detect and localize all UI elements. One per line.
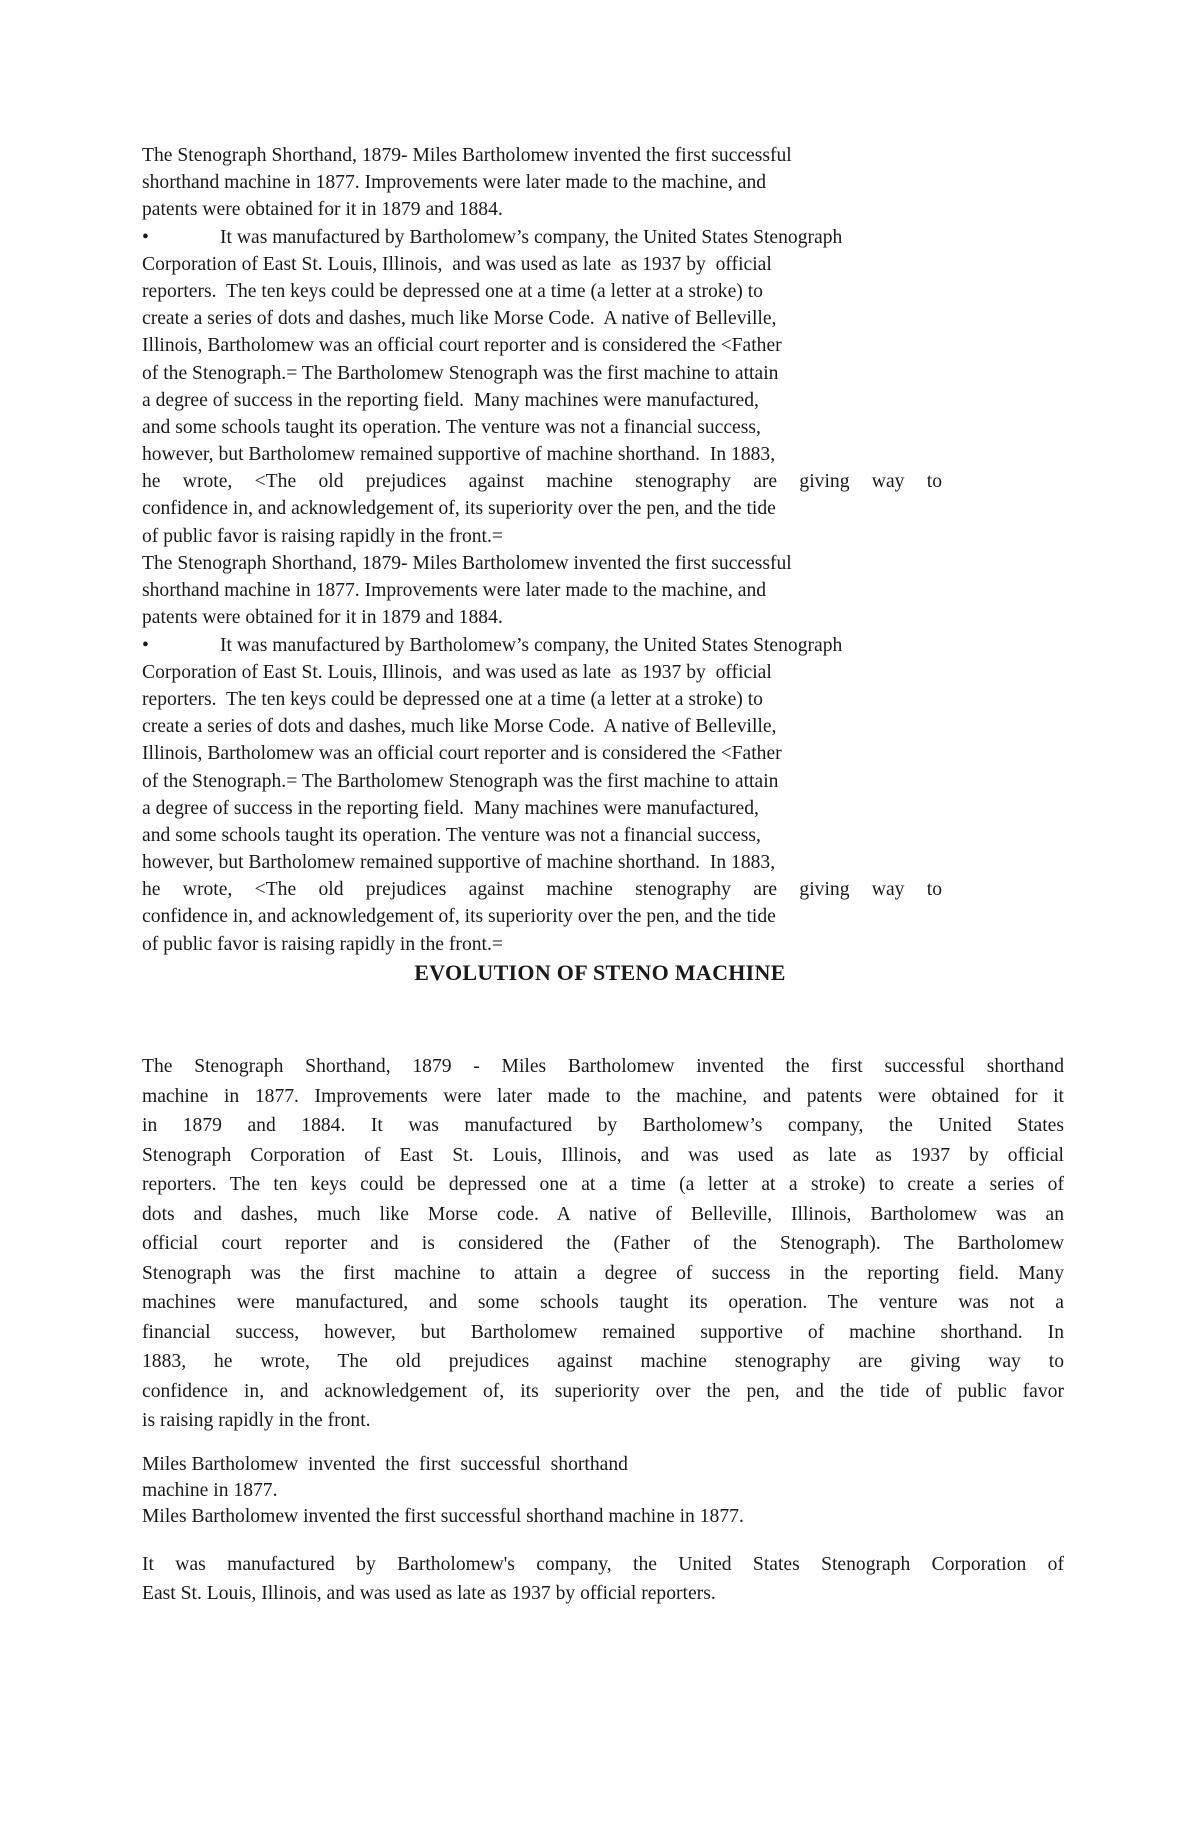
text-line: It was manufactured by Bartholomew's company, the United States Stenograph Corporation of: [142, 1554, 1064, 1575]
text-line: Corporation of East St. Louis, Illinois, and was used as late as 1937 by official: [142, 253, 772, 275]
text-line: reporters. The ten keys could be depressed one at a time (a letter at a stroke) to: [142, 280, 763, 302]
closing-paragraph: [142, 1550, 1064, 1608]
text-line: and some schools taught its operation. The venture was not a financial success,: [142, 824, 761, 846]
text-line: It was manufactured by Bartholomew’s company, the United States Stenograph: [220, 226, 843, 248]
text-line: however, but Bartholomew remained supportive of machine shorthand. In 1883,: [142, 444, 776, 466]
text-line: a degree of success in the reporting field. Many machines were manufactured,: [142, 389, 759, 411]
text-block-2: [142, 550, 992, 958]
text-line: machines were manufactured, and some schools taught its operation. The venture was not a: [142, 1292, 1064, 1313]
text-block-1: [142, 142, 992, 550]
text-line: Miles Bartholomew invented the first successful shorthand: [142, 1454, 628, 1475]
bullet-line: [142, 632, 992, 659]
text-line: create a series of dots and dashes, much like Morse Code. A native of Belleville,: [142, 716, 777, 738]
text-line: The Stenograph Shorthand, 1879 - Miles Bartholomew invented the first successful shorthand: [142, 1056, 1064, 1077]
text-line: Miles Bartholomew invented the first successful shorthand machine in 1877.: [142, 1506, 744, 1527]
text-line: shorthand machine in 1877. Improvements were later made to the machine, and: [142, 172, 767, 194]
text-line: a degree of success in the reporting field. Many machines were manufactured,: [142, 797, 759, 819]
text-line: confidence in, and acknowledgement of, its superiority over the pen, and the tide: [142, 906, 776, 928]
text-line: of the Stenograph.= The Bartholomew Stenograph was the first machine to attain: [142, 770, 779, 792]
text-line: of the Stenograph.= The Bartholomew Stenograph was the first machine to attain: [142, 362, 779, 384]
text-line: Illinois, Bartholomew was an official court reporter and is considered the <Father: [142, 743, 782, 765]
short-paragraph: [142, 1452, 744, 1530]
text-line: reporters. The ten keys could be depressed one at a time (a letter at a stroke) to create a series of: [142, 1174, 1064, 1195]
text-line: of public favor is raising rapidly in the front.=: [142, 525, 503, 547]
text-line: patents were obtained for it in 1879 and 1884.: [142, 199, 503, 221]
text-line: 1883, he wrote, The old prejudices against machine stenography are giving way to: [142, 1351, 1064, 1372]
text-line: It was manufactured by Bartholomew’s company, the United States Stenograph: [220, 634, 843, 656]
body-paragraph: [142, 1052, 1064, 1436]
bullet-icon: •: [142, 634, 149, 656]
text-line: official court reporter and is considered the (Father of the Stenograph). The Bartholomew: [142, 1233, 1064, 1254]
text-line: Corporation of East St. Louis, Illinois, and was used as late as 1937 by official: [142, 661, 772, 683]
text-line: confidence in, and acknowledgement of, its superiority over the pen, and the tide: [142, 498, 776, 520]
bullet-line: [142, 224, 992, 251]
text-line: create a series of dots and dashes, much like Morse Code. A native of Belleville,: [142, 308, 777, 330]
text-line: he wrote, <The old prejudices against machine stenography are giving way to: [142, 471, 942, 493]
text-line: and some schools taught its operation. The venture was not a financial success,: [142, 416, 761, 438]
text-line: shorthand machine in 1877. Improvements were later made to the machine, and: [142, 580, 767, 602]
text-line: machine in 1877.: [142, 1480, 278, 1501]
text-line: of public favor is raising rapidly in the front.=: [142, 933, 503, 955]
text-line: patents were obtained for it in 1879 and 1884.: [142, 607, 503, 629]
text-line: The Stenograph Shorthand, 1879- Miles Bartholomew invented the first successful: [142, 145, 792, 166]
text-line: reporters. The ten keys could be depressed one at a time (a letter at a stroke) to: [142, 688, 763, 710]
text-line: Stenograph was the first machine to attain a degree of success in the reporting field. Many: [142, 1262, 1064, 1284]
text-line: machine in 1877. Improvements were later made to the machine, and patents were obtained for it: [142, 1085, 1064, 1107]
text-line: The Stenograph Shorthand, 1879- Miles Bartholomew invented the first successful: [142, 553, 792, 574]
section-heading: EVOLUTION OF STENO MACHINE: [414, 960, 786, 985]
text-line: in 1879 and 1884. It was manufactured by Bartholomew’s company, the United States: [142, 1115, 1064, 1136]
text-line: dots and dashes, much like Morse code. A native of Belleville, Illinois, Bartholomew was an: [142, 1203, 1064, 1225]
bullet-icon: •: [142, 226, 149, 248]
text-line: Illinois, Bartholomew was an official court reporter and is considered the <Father: [142, 335, 782, 357]
text-line: financial success, however, but Bartholomew remained supportive of machine shorthand. In: [142, 1321, 1064, 1343]
text-line: confidence in, and acknowledgement of, its superiority over the pen, and the tide of public favor: [142, 1380, 1064, 1402]
text-line: Stenograph Corporation of East St. Louis, Illinois, and was used as late as 1937 by official: [142, 1144, 1064, 1166]
text-line: is raising rapidly in the front.: [142, 1410, 371, 1431]
text-line: East St. Louis, Illinois, and was used as late as 1937 by official reporters.: [142, 1583, 716, 1604]
text-line: he wrote, <The old prejudices against machine stenography are giving way to: [142, 879, 942, 901]
text-line: however, but Bartholomew remained supportive of machine shorthand. In 1883,: [142, 852, 776, 874]
